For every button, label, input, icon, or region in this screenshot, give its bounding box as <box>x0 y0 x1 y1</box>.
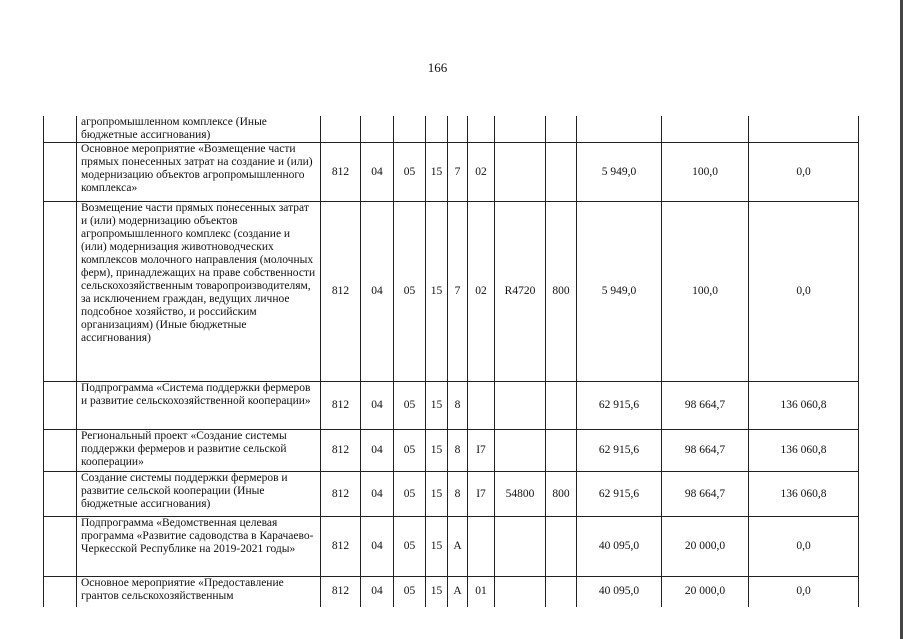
target-code <box>495 382 546 430</box>
event-code: I7 <box>468 472 495 517</box>
amount-year-2: 100,0 <box>662 202 749 382</box>
row-name: Основное мероприятие «Предоставление грантов сельскохозяйственным <box>77 577 321 607</box>
amount-year-3: 0,0 <box>749 517 859 577</box>
table-cell-empty <box>44 143 77 202</box>
subprogram-code: 7 <box>448 143 468 202</box>
amount-year-2: 98 664,7 <box>662 472 749 517</box>
row-name: агропромышленном комплексе (Иные бюджетные ассигнования) <box>77 116 321 143</box>
program-code: 15 <box>426 517 448 577</box>
ministry-code: 812 <box>321 143 361 202</box>
program-code: 15 <box>426 202 448 382</box>
expense-type-code: 800 <box>546 472 577 517</box>
section-code: 04 <box>361 577 394 607</box>
ministry-code: 812 <box>321 517 361 577</box>
table-row <box>44 517 859 577</box>
subsection-code: 05 <box>394 382 426 430</box>
subprogram-code: А <box>448 577 468 607</box>
row-name: Основное мероприятие «Возмещение части прямых понесенных затрат на создание и (или) модернизацию объектов агропромышленного комплекса» <box>77 143 321 202</box>
target-code <box>495 116 546 143</box>
section-code: 04 <box>361 430 394 472</box>
target-code: R4720 <box>495 202 546 382</box>
amount-year-2 <box>662 116 749 143</box>
subsection-code: 05 <box>394 472 426 517</box>
event-code <box>468 116 495 143</box>
expense-type-code <box>546 430 577 472</box>
amount-year-2: 100,0 <box>662 143 749 202</box>
amount-year-3: 0,0 <box>749 202 859 382</box>
program-code: 15 <box>426 472 448 517</box>
amount-year-1: 5 949,0 <box>577 202 662 382</box>
target-code <box>495 430 546 472</box>
section-code: 04 <box>361 517 394 577</box>
event-code: 01 <box>468 577 495 607</box>
table-cell-empty <box>44 382 77 430</box>
amount-year-3: 136 060,8 <box>749 382 859 430</box>
program-code <box>426 116 448 143</box>
subsection-code: 05 <box>394 517 426 577</box>
expense-type-code <box>546 143 577 202</box>
section-code <box>361 116 394 143</box>
table-row <box>44 382 859 430</box>
target-code: 54800 <box>495 472 546 517</box>
subsection-code: 05 <box>394 577 426 607</box>
table-cell-empty <box>44 202 77 382</box>
ministry-code: 812 <box>321 382 361 430</box>
subprogram-code: 8 <box>448 430 468 472</box>
subsection-code: 05 <box>394 430 426 472</box>
table-cell-empty <box>44 116 77 143</box>
subsection-code: 05 <box>394 143 426 202</box>
expense-type-code <box>546 382 577 430</box>
table-cell-empty <box>44 472 77 517</box>
amount-year-1: 62 915,6 <box>577 382 662 430</box>
target-code <box>495 143 546 202</box>
amount-year-3 <box>749 116 859 143</box>
amount-year-3: 0,0 <box>749 577 859 607</box>
page-edge-line <box>900 0 903 639</box>
table-cell-empty <box>44 517 77 577</box>
section-code: 04 <box>361 472 394 517</box>
amount-year-1: 62 915,6 <box>577 430 662 472</box>
amount-year-2: 20 000,0 <box>662 577 749 607</box>
expense-type-code <box>546 577 577 607</box>
budget-table <box>43 116 859 607</box>
amount-year-1 <box>577 116 662 143</box>
event-code: 02 <box>468 202 495 382</box>
expense-type-code: 800 <box>546 202 577 382</box>
event-code <box>468 382 495 430</box>
ministry-code: 812 <box>321 577 361 607</box>
table-cell-empty <box>44 577 77 607</box>
table-row <box>44 202 859 382</box>
amount-year-1: 40 095,0 <box>577 577 662 607</box>
ministry-code: 812 <box>321 202 361 382</box>
table-row <box>44 143 859 202</box>
amount-year-3: 136 060,8 <box>749 430 859 472</box>
subprogram-code: 7 <box>448 202 468 382</box>
section-code: 04 <box>361 382 394 430</box>
expense-type-code <box>546 116 577 143</box>
amount-year-1: 5 949,0 <box>577 143 662 202</box>
amount-year-2: 20 000,0 <box>662 517 749 577</box>
event-code: I7 <box>468 430 495 472</box>
program-code: 15 <box>426 382 448 430</box>
program-code: 15 <box>426 577 448 607</box>
row-name: Возмещение части прямых понесенных затрат и (или) модернизацию объектов агропромышленного комплекс (создание и (или) модернизация животноводческих комплексов молочного направления (молочных ферм), принадлежащих на праве собственности сельскохозяйственным товаропроизводителям, за исключением граждан, ведущих личное подсобное хозяйство, и российским организациям) (Иные бюджетные ассигнования) <box>77 202 321 382</box>
amount-year-2: 98 664,7 <box>662 430 749 472</box>
amount-year-3: 136 060,8 <box>749 472 859 517</box>
amount-year-1: 40 095,0 <box>577 517 662 577</box>
target-code <box>495 517 546 577</box>
expense-type-code <box>546 517 577 577</box>
event-code <box>468 517 495 577</box>
row-name: Создание системы поддержки фермеров и развитие сельской кооперации (Иные бюджетные ассигнования) <box>77 472 321 517</box>
event-code: 02 <box>468 143 495 202</box>
table-row <box>44 116 859 143</box>
row-name: Подпрограмма «Система поддержки фермеров и развитие сельскохозяйственной кооперации» <box>77 382 321 430</box>
subprogram-code: А <box>448 517 468 577</box>
amount-year-3: 0,0 <box>749 143 859 202</box>
table-row <box>44 472 859 517</box>
program-code: 15 <box>426 143 448 202</box>
subsection-code: 05 <box>394 202 426 382</box>
amount-year-2: 98 664,7 <box>662 382 749 430</box>
row-name: Подпрограмма «Ведомственная целевая программа «Развитие садоводства в Карачаево-Черкесской Республике на 2019-2021 годы» <box>77 517 321 577</box>
table-cell-empty <box>44 430 77 472</box>
row-name: Региональный проект «Создание системы поддержки фермеров и развитие сельской кооперации» <box>77 430 321 472</box>
page-number: 166 <box>427 60 448 75</box>
target-code <box>495 577 546 607</box>
section-code: 04 <box>361 143 394 202</box>
subprogram-code: 8 <box>448 472 468 517</box>
table-row <box>44 577 859 607</box>
ministry-code: 812 <box>321 472 361 517</box>
amount-year-1: 62 915,6 <box>577 472 662 517</box>
subsection-code <box>394 116 426 143</box>
subprogram-code: 8 <box>448 382 468 430</box>
section-code: 04 <box>361 202 394 382</box>
ministry-code: 812 <box>321 430 361 472</box>
program-code: 15 <box>426 430 448 472</box>
subprogram-code <box>448 116 468 143</box>
table-row <box>44 430 859 472</box>
ministry-code <box>321 116 361 143</box>
